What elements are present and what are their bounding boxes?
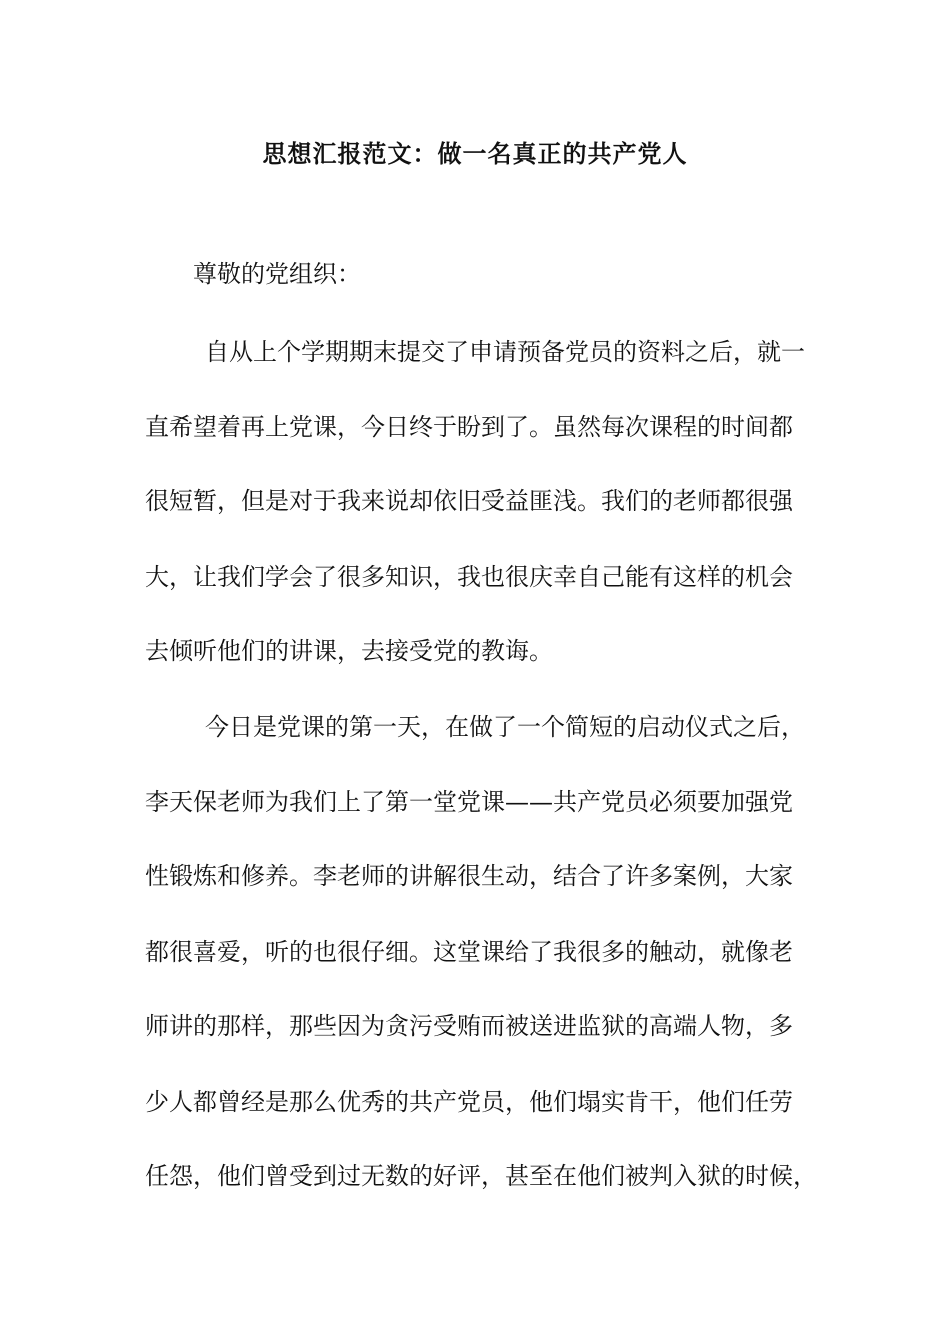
paragraph-line: 很短暂，但是对于我来说却依旧受益匪浅。我们的老师都很强 [145, 487, 793, 515]
paragraph-line: 性锻炼和修养。李老师的讲解很生动，结合了许多案例，大家 [145, 862, 793, 890]
paragraph-line: 师讲的那样，那些因为贪污受贿而被送进监狱的高端人物，多 [145, 1012, 793, 1040]
paragraph-line: 大，让我们学会了很多知识，我也很庆幸自己能有这样的机会 [145, 563, 793, 591]
paragraph-line: 自从上个学期期末提交了申请预备党员的资料之后，就一 [205, 338, 805, 366]
paragraph-line: 李天保老师为我们上了第一堂党课——共产党员必须要加强党 [145, 788, 793, 816]
paragraph-line: 少人都曾经是那么优秀的共产党员，他们塌实肯干，他们任劳 [145, 1088, 793, 1116]
paragraph-line: 去倾听他们的讲课，去接受党的教诲。 [145, 637, 553, 665]
salutation: 尊敬的党组织： [193, 260, 361, 288]
paragraph-line: 今日是党课的第一天，在做了一个简短的启动仪式之后， [205, 713, 805, 741]
paragraph-line: 任怨，他们曾受到过无数的好评，甚至在他们被判入狱的时候， [145, 1162, 817, 1190]
document-title: 思想汇报范文：做一名真正的共产党人 [262, 139, 688, 168]
paragraph-line: 直希望着再上党课，今日终于盼到了。虽然每次课程的时间都 [145, 413, 793, 441]
paragraph-line: 都很喜爱，听的也很仔细。这堂课给了我很多的触动，就像老 [145, 938, 793, 966]
